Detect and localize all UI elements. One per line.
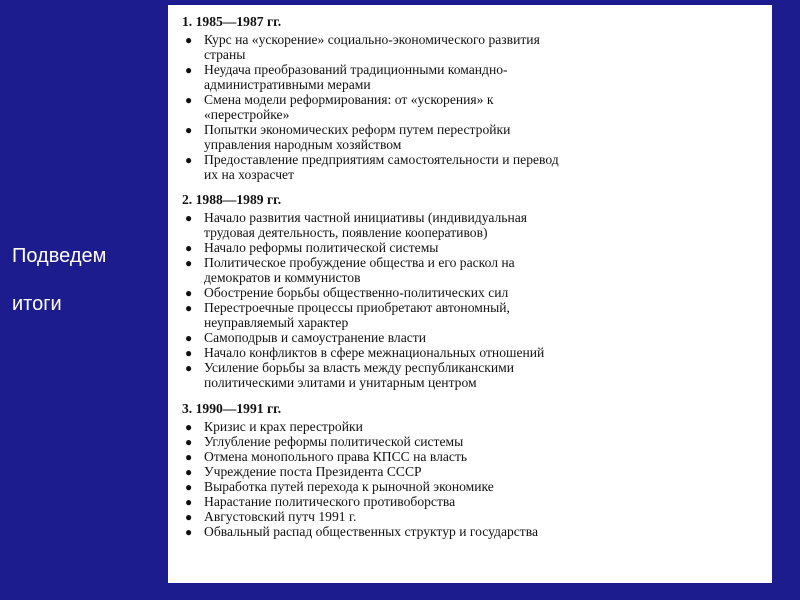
period-items — [182, 33, 762, 183]
list-item — [182, 510, 762, 525]
list-item — [182, 420, 762, 435]
list-item — [182, 331, 762, 346]
list-item-text: Начало развития частной инициативы (индивидуальная трудовая деятельность, появление кооперативов) — [204, 210, 528, 241]
list-item-text: Углубление реформы политической системы — [204, 433, 464, 449]
slide-title — [12, 232, 162, 328]
list-item — [182, 93, 762, 123]
period-1985-1987 — [182, 15, 762, 182]
list-item — [182, 63, 762, 93]
bullet-icon: ● — [185, 479, 193, 494]
bullet-icon: ● — [185, 286, 193, 301]
list-item-text: Предоставление предприятиям самостоятельности и перевод их на хозрасчет — [204, 151, 559, 182]
list-item — [182, 450, 762, 465]
bullet-icon: ● — [185, 331, 193, 346]
bullet-icon: ● — [185, 256, 193, 271]
list-item-text: Отмена монопольного права КПСС на власть — [204, 448, 468, 464]
bullet-icon: ● — [185, 509, 193, 524]
period-1988-1989 — [182, 193, 762, 390]
list-item-text: Августовский путч 1991 г. — [204, 508, 357, 524]
list-item-text: Самоподрыв и самоустранение власти — [204, 330, 426, 346]
bullet-icon: ● — [185, 434, 193, 449]
bullet-icon: ● — [185, 32, 193, 47]
list-item-text: Учреждение поста Президента СССР — [204, 463, 422, 479]
period-items — [182, 420, 762, 540]
list-item — [182, 286, 762, 301]
bullet-icon: ● — [185, 92, 193, 107]
bullet-icon: ● — [185, 211, 193, 226]
list-item — [182, 256, 762, 286]
bullet-icon: ● — [185, 419, 193, 434]
bullet-icon: ● — [185, 301, 193, 316]
list-item-text: Начало реформы политической системы — [204, 240, 439, 256]
bullet-icon: ● — [185, 122, 193, 137]
list-item-text: Политическое пробуждение общества и его раскол на демократов и коммунистов — [204, 255, 515, 286]
list-item — [182, 465, 762, 480]
list-item-text: Кризис и крах перестройки — [204, 418, 363, 434]
period-1990-1991 — [182, 402, 762, 540]
bullet-icon: ● — [185, 152, 193, 167]
period-heading: 3. 1990—1991 гг. — [182, 400, 282, 416]
document-panel — [168, 5, 772, 583]
list-item — [182, 495, 762, 510]
list-item-text: Курс на «ускорение» социально-экономического развития страны — [204, 31, 540, 62]
bullet-icon: ● — [185, 62, 193, 77]
list-item-text: Начало конфликтов в сфере межнациональных отношений — [204, 345, 545, 361]
list-item — [182, 301, 762, 331]
list-item-text: Перестроечные процессы приобретают автономный, неуправляемый характер — [204, 300, 510, 331]
slide-title-line-2: итоги — [12, 293, 62, 315]
list-item — [182, 361, 762, 391]
list-item — [182, 123, 762, 153]
bullet-icon: ● — [185, 360, 193, 375]
list-item-text: Выработка путей перехода к рыночной экономике — [204, 478, 494, 494]
bullet-icon: ● — [185, 449, 193, 464]
list-item-text: Неудача преобразований традиционными командно- административными мерами — [204, 61, 508, 92]
list-item — [182, 346, 762, 361]
list-item — [182, 211, 762, 241]
list-item — [182, 241, 762, 256]
bullet-icon: ● — [185, 494, 193, 509]
bullet-icon: ● — [185, 346, 193, 361]
period-heading: 2. 1988—1989 гг. — [182, 192, 282, 208]
list-item-text: Усиление борьбы за власть между республиканскими политическими элитами и унитарным центром — [204, 359, 515, 390]
list-item-text: Обострение борьбы общественно-политических сил — [204, 285, 509, 301]
list-item — [182, 435, 762, 450]
bullet-icon: ● — [185, 464, 193, 479]
bullet-icon: ● — [185, 524, 193, 539]
list-item — [182, 480, 762, 495]
list-item — [182, 525, 762, 540]
list-item-text: Смена модели реформирования: от «ускорения» к «перестройке» — [204, 91, 494, 122]
list-item — [182, 33, 762, 63]
slide-title-line-1: Подведем — [12, 245, 107, 267]
bullet-icon: ● — [185, 241, 193, 256]
period-heading: 1. 1985—1987 гг. — [182, 14, 282, 29]
list-item — [182, 153, 762, 183]
list-item-text: Попытки экономических реформ путем перестройки управления народным хозяйством — [204, 121, 511, 152]
period-items — [182, 211, 762, 390]
list-item-text: Нарастание политического противоборства — [204, 493, 456, 509]
list-item-text: Обвальный распад общественных структур и государства — [204, 523, 539, 539]
